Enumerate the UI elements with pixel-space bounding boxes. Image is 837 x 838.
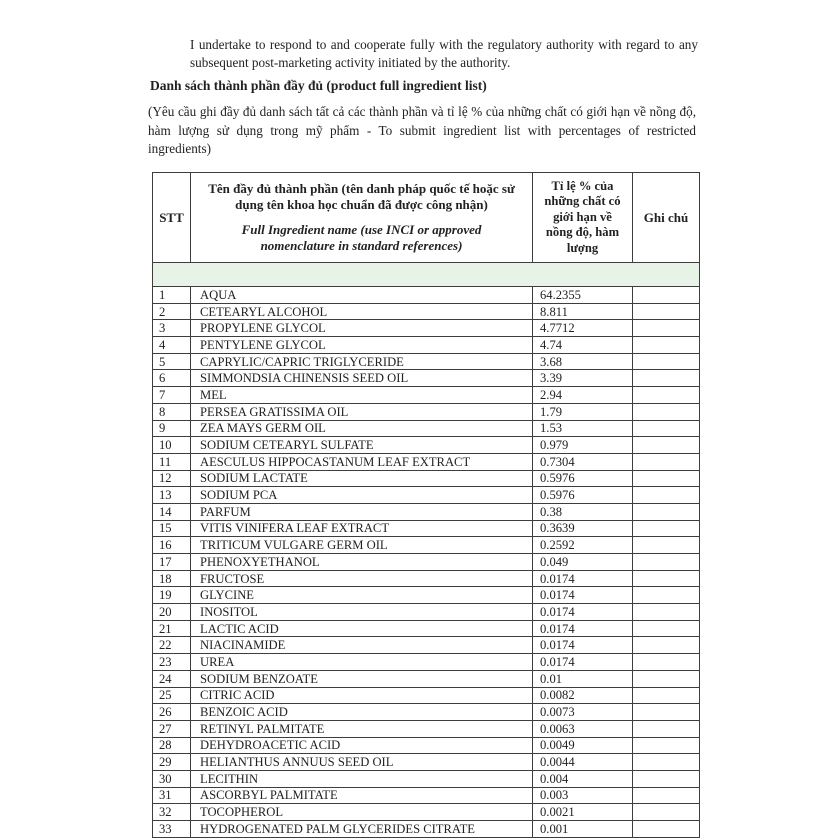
row-ingredient-name: ZEA MAYS GERM OIL [191,421,533,438]
table-row [153,354,700,371]
row-stt: 18 [153,571,191,588]
row-note [633,437,700,454]
row-stt: 23 [153,654,191,671]
row-percentage: 0.5976 [533,471,633,488]
row-note [633,821,700,838]
row-ingredient-name: TOCOPHEROL [191,804,533,821]
row-note [633,487,700,504]
row-percentage: 0.0049 [533,738,633,755]
row-ingredient-name: DEHYDROACETIC ACID [191,738,533,755]
row-note [633,804,700,821]
row-stt: 6 [153,370,191,387]
row-percentage: 0.0082 [533,688,633,705]
table-row [153,821,700,838]
row-note [633,621,700,638]
row-stt: 14 [153,504,191,521]
row-note [633,354,700,371]
row-note [633,654,700,671]
row-note [633,688,700,705]
row-percentage: 0.979 [533,437,633,454]
row-stt: 32 [153,804,191,821]
row-ingredient-name: HYDROGENATED PALM GLYCERIDES CITRATE [191,821,533,838]
table-row [153,738,700,755]
table-row [153,571,700,588]
row-stt: 7 [153,387,191,404]
row-percentage: 0.01 [533,671,633,688]
table-row [153,471,700,488]
row-stt: 4 [153,337,191,354]
table-row [153,304,700,321]
header-stt: STT [153,173,191,263]
row-percentage: 0.38 [533,504,633,521]
table-row [153,771,700,788]
header-ingredient-name [191,173,533,263]
ingredient-table [152,172,700,838]
row-percentage: 1.53 [533,421,633,438]
row-ingredient-name: LECITHIN [191,771,533,788]
row-note [633,587,700,604]
row-note [633,671,700,688]
row-stt: 17 [153,554,191,571]
row-note [633,704,700,721]
row-percentage: 0.7304 [533,454,633,471]
row-note [633,521,700,538]
row-stt: 19 [153,587,191,604]
row-percentage: 0.004 [533,771,633,788]
table-row [153,421,700,438]
row-ingredient-name: PERSEA GRATISSIMA OIL [191,404,533,421]
row-stt: 11 [153,454,191,471]
row-note [633,571,700,588]
row-stt: 33 [153,821,191,838]
row-note [633,421,700,438]
table-row [153,504,700,521]
table-row [153,320,700,337]
row-ingredient-name: SODIUM LACTATE [191,471,533,488]
table-row [153,654,700,671]
row-note [633,387,700,404]
row-stt: 3 [153,320,191,337]
row-note [633,320,700,337]
row-ingredient-name: LACTIC ACID [191,621,533,638]
row-ingredient-name: CAPRYLIC/CAPRIC TRIGLYCERIDE [191,354,533,371]
row-ingredient-name: CITRIC ACID [191,688,533,705]
row-ingredient-name: SODIUM PCA [191,487,533,504]
row-stt: 30 [153,771,191,788]
table-row [153,604,700,621]
table-row [153,537,700,554]
row-percentage: 0.001 [533,821,633,838]
ingredient-table-body [153,287,700,838]
row-ingredient-name: SODIUM CETEARYL SULFATE [191,437,533,454]
row-note [633,604,700,621]
header-note: Ghi chú [633,173,700,263]
row-percentage: 0.0021 [533,804,633,821]
row-stt: 21 [153,621,191,638]
row-percentage: 1.79 [533,404,633,421]
table-row [153,804,700,821]
row-stt: 2 [153,304,191,321]
row-percentage: 3.39 [533,370,633,387]
row-percentage: 3.68 [533,354,633,371]
row-note [633,788,700,805]
row-percentage: 0.0174 [533,604,633,621]
row-ingredient-name: PARFUM [191,504,533,521]
table-row [153,788,700,805]
table-row [153,671,700,688]
row-ingredient-name: FRUCTOSE [191,571,533,588]
table-row [153,337,700,354]
row-stt: 9 [153,421,191,438]
row-note [633,454,700,471]
row-stt: 12 [153,471,191,488]
header-percentage: Tỉ lệ % của những chất có giới hạn về nồng độ, hàm lượng [533,173,633,263]
row-stt: 22 [153,637,191,654]
row-percentage: 0.0063 [533,721,633,738]
table-row [153,554,700,571]
row-percentage: 0.0174 [533,571,633,588]
ingredient-list-requirement-note: (Yêu cầu ghi đầy đủ danh sách tất cả các thành phần và tỉ lệ % của những chất có giới hạn về nồng độ, hàm lượng sử dụng trong mỹ phẩm - To submit ingredient list with percentages of restricted ingredients) [148,104,696,157]
row-note [633,537,700,554]
row-ingredient-name: PHENOXYETHANOL [191,554,533,571]
row-ingredient-name: BENZOIC ACID [191,704,533,721]
row-ingredient-name: GLYCINE [191,587,533,604]
row-percentage: 4.7712 [533,320,633,337]
row-note [633,287,700,304]
row-ingredient-name: AESCULUS HIPPOCASTANUM LEAF EXTRACT [191,454,533,471]
row-percentage: 8.811 [533,304,633,321]
row-ingredient-name: HELIANTHUS ANNUUS SEED OIL [191,754,533,771]
row-ingredient-name: MEL [191,387,533,404]
row-percentage: 2.94 [533,387,633,404]
row-stt: 1 [153,287,191,304]
row-percentage: 0.049 [533,554,633,571]
table-row [153,437,700,454]
row-stt: 16 [153,537,191,554]
row-note [633,370,700,387]
row-stt: 26 [153,704,191,721]
row-stt: 24 [153,671,191,688]
row-note [633,337,700,354]
row-ingredient-name: AQUA [191,287,533,304]
row-stt: 20 [153,604,191,621]
table-row [153,287,700,304]
row-ingredient-name: SODIUM BENZOATE [191,671,533,688]
table-row [153,454,700,471]
header-ingredient-name-vi: Tên đầy đủ thành phần (tên danh pháp quốc tế hoặc sử dụng tên khoa học chuẩn đã được công nhận) [208,181,515,212]
table-row [153,688,700,705]
row-percentage: 0.0174 [533,621,633,638]
subheader-green-band [153,263,700,287]
row-ingredient-name: INOSITOL [191,604,533,621]
row-percentage: 0.5976 [533,487,633,504]
table-row [153,637,700,654]
table-row [153,370,700,387]
row-note [633,637,700,654]
table-row [153,387,700,404]
row-stt: 10 [153,437,191,454]
row-ingredient-name: PENTYLENE GLYCOL [191,337,533,354]
table-row [153,704,700,721]
row-note [633,404,700,421]
table-row [153,587,700,604]
table-row [153,721,700,738]
row-note [633,721,700,738]
row-ingredient-name: NIACINAMIDE [191,637,533,654]
row-ingredient-name: TRITICUM VULGARE GERM OIL [191,537,533,554]
row-percentage: 0.003 [533,788,633,805]
row-percentage: 0.0174 [533,654,633,671]
row-percentage: 0.2592 [533,537,633,554]
row-ingredient-name: VITIS VINIFERA LEAF EXTRACT [191,521,533,538]
table-subheader-row [153,263,700,287]
row-ingredient-name: RETINYL PALMITATE [191,721,533,738]
row-stt: 8 [153,404,191,421]
row-note [633,304,700,321]
ingredient-list-heading: Danh sách thành phần đầy đủ (product full ingredient list) [150,78,487,93]
row-percentage: 0.0174 [533,587,633,604]
row-note [633,471,700,488]
row-percentage: 64.2355 [533,287,633,304]
row-note [633,771,700,788]
row-stt: 5 [153,354,191,371]
row-stt: 31 [153,788,191,805]
table-row [153,404,700,421]
row-stt: 27 [153,721,191,738]
row-stt: 15 [153,521,191,538]
row-percentage: 0.0073 [533,704,633,721]
table-header-row [153,173,700,263]
row-ingredient-name: SIMMONDSIA CHINENSIS SEED OIL [191,370,533,387]
row-percentage: 0.0174 [533,637,633,654]
row-stt: 25 [153,688,191,705]
table-row [153,754,700,771]
row-ingredient-name: ASCORBYL PALMITATE [191,788,533,805]
row-stt: 28 [153,738,191,755]
row-percentage: 4.74 [533,337,633,354]
row-stt: 13 [153,487,191,504]
table-row [153,487,700,504]
row-note [633,738,700,755]
table-row [153,521,700,538]
undertaking-paragraph: I undertake to respond to and cooperate fully with the regulatory authority with regard to any subsequent post-marketing activity initiated by the authority. [190,37,698,70]
row-ingredient-name: UREA [191,654,533,671]
row-stt: 29 [153,754,191,771]
header-ingredient-name-en: Full Ingredient name (use INCI or approved nomenclature in standard references) [241,222,482,253]
row-percentage: 0.3639 [533,521,633,538]
row-note [633,554,700,571]
table-row [153,621,700,638]
row-note [633,504,700,521]
row-percentage: 0.0044 [533,754,633,771]
row-ingredient-name: PROPYLENE GLYCOL [191,320,533,337]
row-note [633,754,700,771]
row-ingredient-name: CETEARYL ALCOHOL [191,304,533,321]
